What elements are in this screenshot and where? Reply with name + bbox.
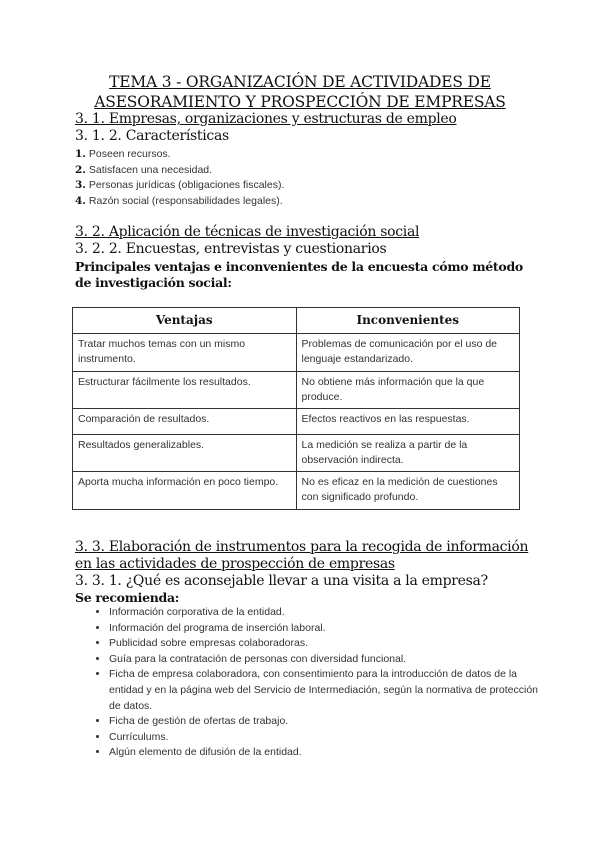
list-item: 1. Poseen recursos. — [75, 148, 171, 160]
list-item: • Ficha de gestión de ofertas de trabajo. — [109, 714, 549, 730]
section-heading-3-3: 3. 3. Elaboración de instrumentos para la recogida de información en las actividades de prospección de empresas — [75, 539, 529, 572]
title-line-1: TEMA 3 - ORGANIZACIÓN DE ACTIVIDADES DE — [109, 73, 491, 91]
list-item: • Información del programa de inserción laboral. — [109, 621, 549, 637]
advantages-table — [72, 307, 520, 510]
table-row — [73, 472, 520, 510]
subheading-3-2-2: 3. 2. 2. Encuestas, entrevistas y cuestionarios — [75, 241, 387, 257]
table-cell: Comparación de resultados. — [73, 409, 297, 435]
section-heading-3-2: 3. 2. Aplicación de técnicas de investigación social — [75, 224, 420, 240]
table-cell: Estructurar fácilmente los resultados. — [73, 372, 297, 409]
title-line-2: ASESORAMIENTO Y PROSPECCIÓN DE EMPRESAS — [94, 93, 506, 111]
list-item: • Guía para la contratación de personas con diversidad funcional. — [109, 652, 549, 668]
recommend-list — [75, 605, 549, 761]
table-cell: Resultados generalizables. — [73, 435, 297, 472]
table-row — [73, 372, 520, 409]
table-cell: Efectos reactivos en las respuestas. — [296, 409, 520, 435]
table-cell: No obtiene más información que la que produce. — [296, 372, 520, 409]
list-item: 3. Personas jurídicas (obligaciones fiscales). — [75, 179, 285, 191]
table-cell: Tratar muchos temas con un mismo instrumento. — [73, 334, 297, 372]
table-row — [73, 409, 520, 435]
header-ventajas: Ventajas — [73, 308, 297, 334]
list-item: • Ficha de empresa colaboradora, con consentimiento para la introducción de datos de la entidad y en la página web del Servicio de Intermediación, según la normativa de protección de datos. — [109, 667, 549, 714]
header-inconvenientes: Inconvenientes — [296, 308, 520, 334]
list-item: • Currículums. — [109, 730, 549, 746]
document-title — [60, 72, 540, 112]
subheading-3-3-1: 3. 3. 1. ¿Qué es aconsejable llevar a una visita a la empresa? — [75, 573, 488, 589]
table-row — [73, 435, 520, 472]
section-heading-3-1: 3. 1. Empresas, organizaciones y estructuras de empleo — [75, 111, 457, 127]
table-cell: Problemas de comunicación por el uso de lenguaje estandarizado. — [296, 334, 520, 372]
list-item: • Algún elemento de difusión de la entidad. — [109, 745, 549, 761]
list-item: 2. Satisfacen una necesidad. — [75, 164, 213, 176]
list-item: • Publicidad sobre empresas colaboradoras. — [109, 636, 549, 652]
list-item: • Información corporativa de la entidad. — [109, 605, 549, 621]
list-item: 4. Razón social (responsabilidades legales). — [75, 195, 283, 207]
table-cell: No es eficaz en la medición de cuestiones con significado profundo. — [296, 472, 520, 510]
table-cell: La medición se realiza a partir de la observación indirecta. — [296, 435, 520, 472]
table-cell: Aporta mucha información en poco tiempo. — [73, 472, 297, 510]
recommend-label: Se recomienda: — [75, 590, 180, 605]
table-intro: Principales ventajas e inconvenientes de la encuesta cómo método de investigación social: — [75, 259, 523, 290]
table-row — [73, 334, 520, 372]
table-header-row — [73, 308, 520, 334]
subheading-3-1-2: 3. 1. 2. Características — [75, 128, 229, 144]
